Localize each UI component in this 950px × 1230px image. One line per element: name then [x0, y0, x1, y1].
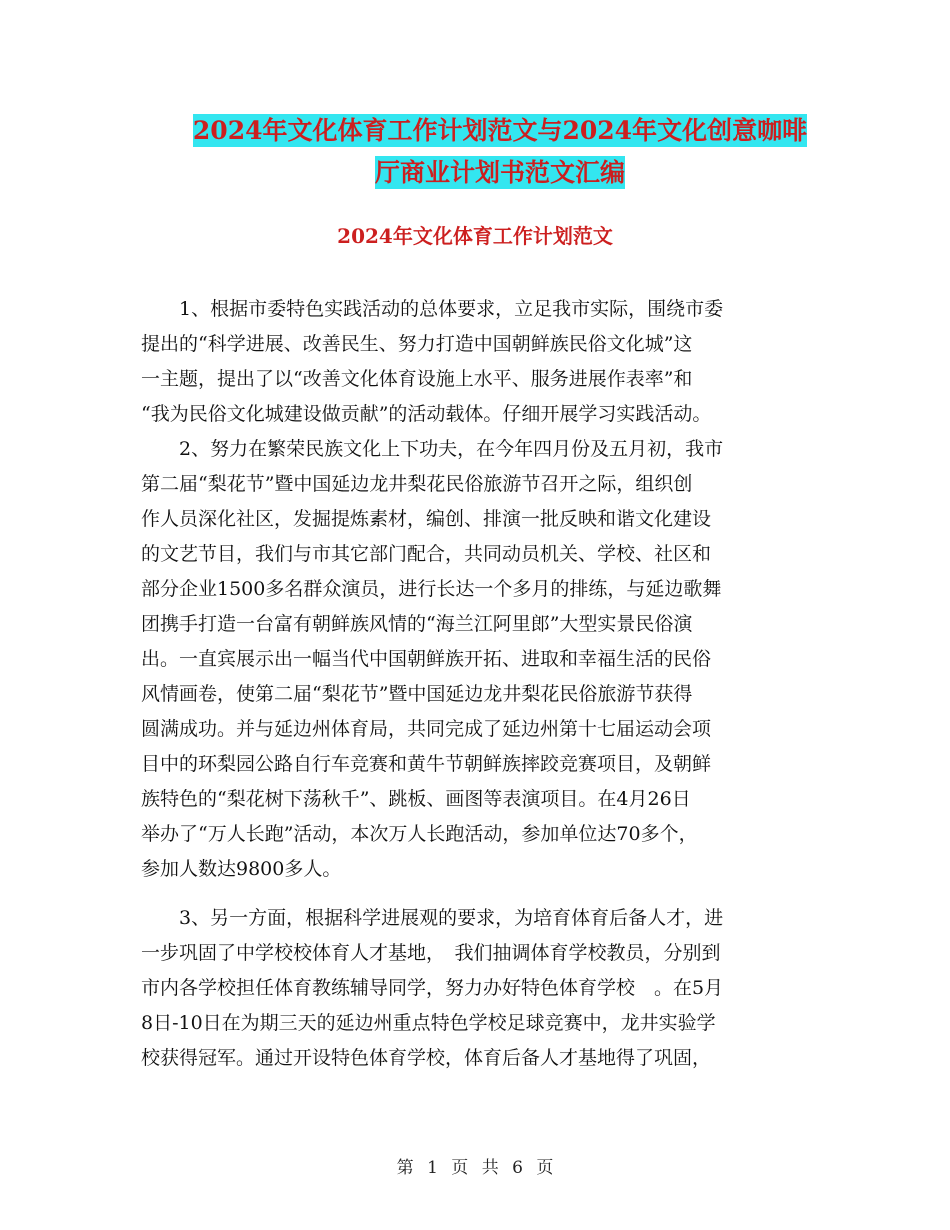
- text-line: 圆满成功。并与延边州体育局，共同完成了延边州第十七届运动会项: [141, 718, 712, 740]
- text-line: 提出的“科学进展、改善民生、努力打造中国朝鲜族民俗文化城”这: [141, 333, 693, 355]
- paragraph-gap: [141, 887, 813, 901]
- text-line: 部分企业1500多名群众演员，进行长达一个多月的排练，与延边歌舞: [141, 578, 722, 600]
- footer-label-ye: 页: [451, 1158, 469, 1178]
- page-footer: [0, 1153, 950, 1178]
- text-line: 作人员深化社区，发掘提炼素材，编创、排演一批反映和谐文化建设: [141, 508, 712, 530]
- footer-label-ye2: 页: [536, 1158, 554, 1178]
- text-line: 1、根据市委特色实践活动的总体要求，立足我市实际，围绕市委: [141, 298, 724, 320]
- footer-label-gong: 共: [481, 1158, 499, 1178]
- page-total-number: 6: [512, 1158, 523, 1178]
- text-line: 出。一直宾展示出一幅当代中国朝鲜族开拓、进取和幸福生活的民俗: [141, 648, 712, 670]
- paragraph-2: [141, 432, 813, 887]
- text-line: 的文艺节目，我们与市其它部门配合，共同动员机关、学校、社区和: [141, 543, 712, 565]
- text-line: 8日-10日在为期三天的延边州重点特色学校足球竞赛中，龙井实验学: [141, 1012, 716, 1034]
- footer-label-di: 第: [396, 1158, 414, 1178]
- text-line: 族特色的“梨花树下荡秋千”、跳板、画图等表演项目。在4月26日: [141, 788, 691, 810]
- document-title-line-1: 2024年文化体育工作计划范文与2024年文化创意咖啡: [192, 116, 808, 145]
- paragraph-3: [141, 901, 813, 1076]
- text-line: 参加人数达9800多人。: [141, 858, 342, 880]
- page-current-number: 1: [427, 1158, 438, 1178]
- document-body: [141, 292, 813, 1076]
- text-line: “我为民俗文化城建设做贡献”的活动载体。仔细开展学习实践活动。: [141, 403, 712, 425]
- text-line: 一步巩固了中学校校体育人才基地， 我们抽调体育学校教员，分别到: [141, 942, 721, 964]
- text-line: 市内各学校担任体育教练辅导同学，努力办好特色体育学校 。在5月: [141, 977, 724, 999]
- text-line: 第二届“梨花节”暨中国延边龙井梨花民俗旅游节召开之际，组织创: [141, 473, 693, 495]
- document-title-line-2: 厅商业计划书范文汇编: [374, 158, 625, 187]
- text-line: 2、努力在繁荣民族文化上下功夫，在今年四月份及五月初，我市: [141, 438, 724, 460]
- text-line: 3、另一方面，根据科学进展观的要求，为培育体育后备人才，进: [141, 907, 724, 929]
- text-line: 举办了“万人长跑”活动，本次万人长跑活动，参加单位达70多个，: [141, 823, 698, 845]
- text-line: 目中的环梨园公路自行车竞赛和黄牛节朝鲜族摔跤竞赛项目，及朝鲜: [141, 753, 712, 775]
- text-line: 一主题，提出了以“改善文化体育设施上水平、服务进展作表率”和: [141, 368, 693, 390]
- text-line: 校获得冠军。通过开设特色体育学校，体育后备人才基地得了巩固，: [141, 1047, 712, 1069]
- text-line: 风情画卷，使第二届“梨花节”暨中国延边龙井梨花民俗旅游节获得: [141, 683, 693, 705]
- section-title: 2024年文化体育工作计划范文: [337, 224, 613, 248]
- text-line: 团携手打造一台富有朝鲜族风情的“海兰江阿里郎”大型实景民俗演: [141, 613, 693, 635]
- paragraph-1: [141, 292, 813, 432]
